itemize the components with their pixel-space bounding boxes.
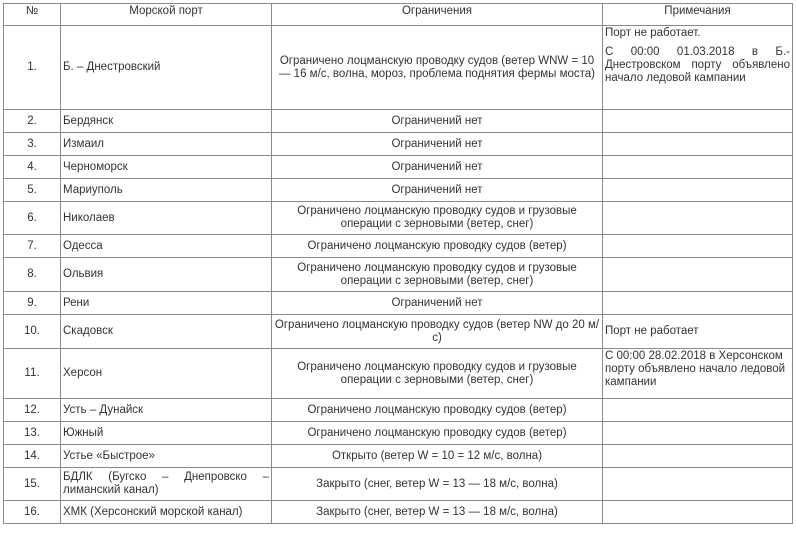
note-cell [603, 235, 793, 258]
note-text: С 00:00 28.02.2018 в Херсонском порту объявлено начало ледовой кампании [603, 349, 793, 399]
row-num: 16. [4, 501, 61, 524]
row-num: 1. [4, 26, 61, 110]
table-row [4, 26, 793, 110]
restriction-text: Ограничено лоцманскую проводку судов и грузовые операции с зерновыми (ветер, снег) [272, 258, 603, 292]
restriction-text: Ограничений нет [272, 292, 603, 315]
row-num: 4. [4, 156, 61, 179]
note-cell [603, 26, 793, 110]
restriction-text: Ограничений нет [272, 133, 603, 156]
port-name: Скадовск [61, 315, 272, 349]
note-cell [603, 399, 793, 422]
note-cell [603, 445, 793, 468]
port-name: Южный [61, 422, 272, 445]
restriction-text: Ограничений нет [272, 110, 603, 133]
port-name: Херсон [61, 349, 272, 399]
row-num: 14. [4, 445, 61, 468]
row-num: 2. [4, 110, 61, 133]
note-cell [603, 422, 793, 445]
table-row [4, 468, 793, 501]
note-cell [603, 179, 793, 202]
table-row [4, 202, 793, 235]
restriction-text: Ограничено лоцманскую проводку судов (ветер NW до 20 м/с) [272, 315, 603, 349]
restriction-text: Ограничений нет [272, 179, 603, 202]
port-name: Ольвия [61, 258, 272, 292]
table-row [4, 315, 793, 349]
table-row [4, 349, 793, 399]
note-text: С 00:00 01.03.2018 в Б.-Днестровском порту объявлено начало ледовой кампании [605, 46, 790, 84]
table-row [4, 179, 793, 202]
row-num: 8. [4, 258, 61, 292]
table-row [4, 133, 793, 156]
table-row [4, 399, 793, 422]
header-row [4, 4, 793, 26]
table-row [4, 445, 793, 468]
port-name: Усть – Дунайск [61, 399, 272, 422]
restriction-text: Закрыто (снег, ветер W = 13 — 18 м/с, волна) [272, 501, 603, 524]
note-cell [603, 156, 793, 179]
note-cell [603, 501, 793, 524]
row-num: 13. [4, 422, 61, 445]
port-name: Б. – Днестровский [61, 26, 272, 110]
note-cell [603, 202, 793, 235]
table-row [4, 258, 793, 292]
header-num: № [4, 4, 61, 26]
table-row [4, 156, 793, 179]
ports-status-table [3, 3, 793, 524]
port-name: БДЛК (Бугско – Днепровско – лиманский канал) [61, 468, 272, 501]
header-notes: Примечания [603, 4, 793, 26]
row-num: 3. [4, 133, 61, 156]
row-num: 5. [4, 179, 61, 202]
note-text: Порт не работает. [605, 27, 701, 39]
restriction-text: Закрыто (снег, ветер W = 13 — 18 м/с, волна) [272, 468, 603, 501]
restriction-text: Ограничено лоцманскую проводку судов (ветер) [272, 399, 603, 422]
port-name: Черноморск [61, 156, 272, 179]
restriction-text: Ограничено лоцманскую проводку судов (ветер) [272, 422, 603, 445]
port-name: Николаев [61, 202, 272, 235]
restriction-text: Открыто (ветер W = 10 = 12 м/с, волна) [272, 445, 603, 468]
row-num: 6. [4, 202, 61, 235]
port-name: Измаил [61, 133, 272, 156]
table-row [4, 422, 793, 445]
port-name: Устье «Быстрое» [61, 445, 272, 468]
table-row [4, 292, 793, 315]
restriction-text: Ограничено лоцманскую проводку судов (ветер WNW = 10 — 16 м/с, волна, мороз, проблема поднятия фермы моста) [272, 26, 603, 110]
restriction-text: Ограничено лоцманскую проводку судов и грузовые операции с зерновыми (ветер, снег) [272, 202, 603, 235]
row-num: 12. [4, 399, 61, 422]
port-name: Одесса [61, 235, 272, 258]
note-cell [603, 133, 793, 156]
table-row [4, 501, 793, 524]
header-restrictions: Ограничения [272, 4, 603, 26]
row-num: 9. [4, 292, 61, 315]
restriction-text: Ограничено лоцманскую проводку судов и грузовые операции с зерновыми (ветер, снег) [272, 349, 603, 399]
row-num: 10. [4, 315, 61, 349]
port-name: Бердянск [61, 110, 272, 133]
restriction-text: Ограничено лоцманскую проводку судов (ветер) [272, 235, 603, 258]
port-name: Рени [61, 292, 272, 315]
note-text: Порт не работает [603, 315, 793, 349]
row-num: 11. [4, 349, 61, 399]
header-port: Морской порт [61, 4, 272, 26]
note-cell [603, 292, 793, 315]
note-cell [603, 468, 793, 501]
row-num: 7. [4, 235, 61, 258]
note-cell [603, 110, 793, 133]
port-name: Мариуполь [61, 179, 272, 202]
note-cell [603, 258, 793, 292]
table-row [4, 110, 793, 133]
restriction-text: Ограничений нет [272, 156, 603, 179]
row-num: 15. [4, 468, 61, 501]
port-name: ХМК (Херсонский морской канал) [61, 501, 272, 524]
table-row [4, 235, 793, 258]
